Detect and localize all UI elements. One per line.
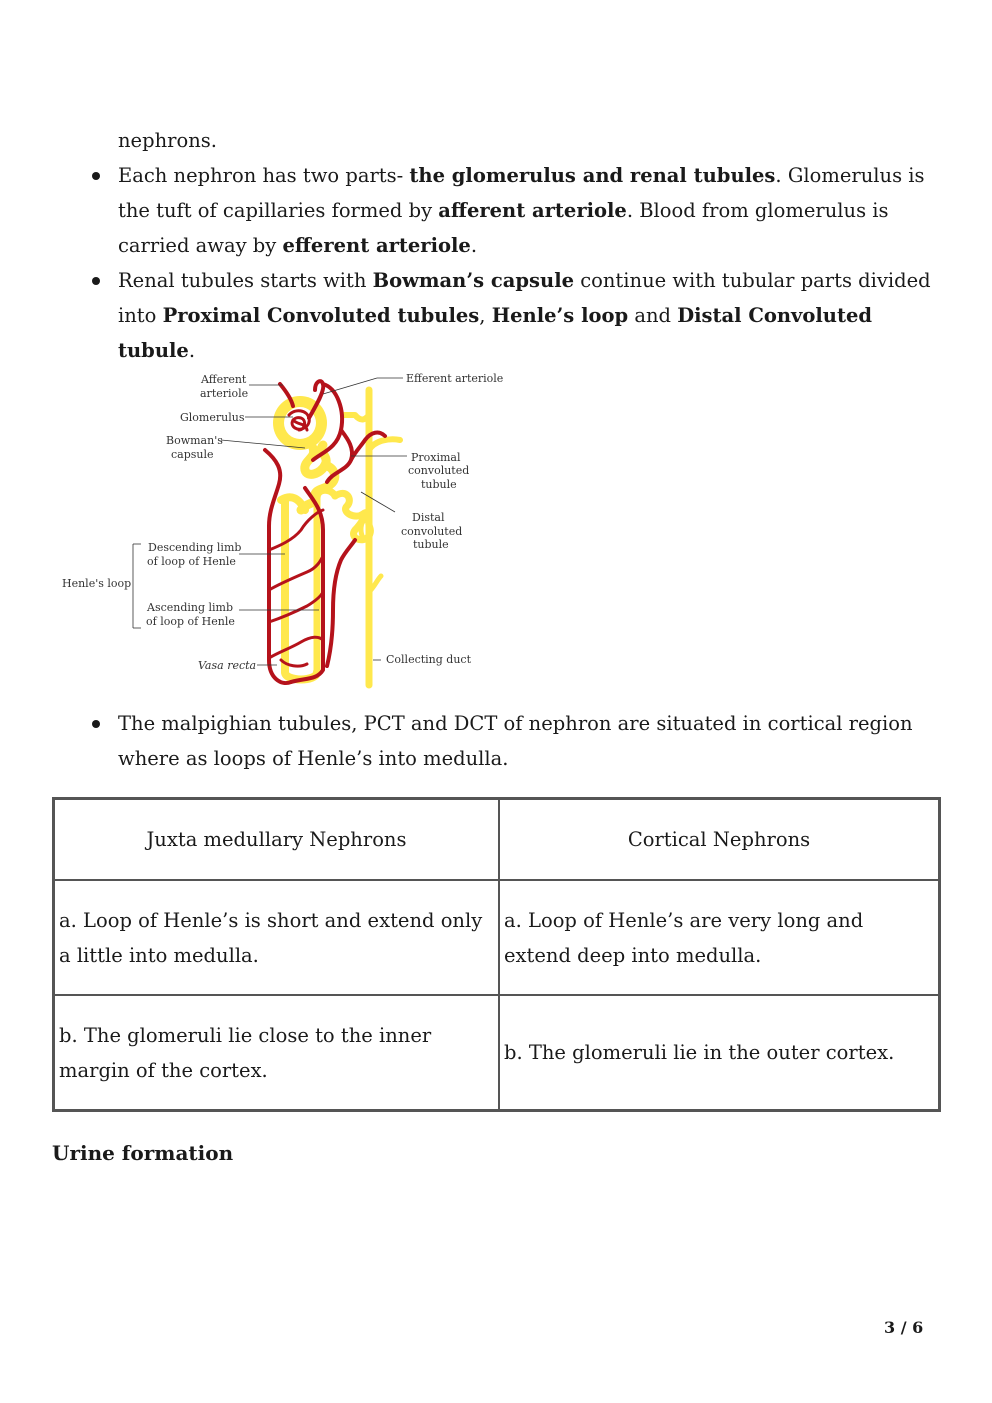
label-pct-2: convoluted xyxy=(408,464,470,477)
table-header-row xyxy=(54,799,940,881)
bullet-item-nephron-parts xyxy=(88,158,948,263)
bullet-item-malpighian: The malpighian tubules, PCT and DCT of nephron are situated in cortical region where as loops of Henle’s into medulla. xyxy=(88,706,948,776)
bold-term: afferent arteriole xyxy=(438,199,627,222)
label-bowman-2: capsule xyxy=(171,448,214,461)
table-header-cortical: Cortical Nephrons xyxy=(499,799,940,881)
nephron-diagram xyxy=(55,360,525,695)
text-run: . xyxy=(470,234,478,257)
label-ascending-1: Ascending limb xyxy=(147,601,234,614)
label-pct-3: tubule xyxy=(421,478,457,491)
text-run: and xyxy=(628,304,678,327)
label-pct-1: Proximal xyxy=(411,451,461,464)
table-header-juxta: Juxta medullary Nephrons xyxy=(54,799,499,881)
text-run: Renal tubules starts with xyxy=(118,269,373,292)
text-run: . Glomerulus is the tuft of capillaries formed by xyxy=(118,164,925,222)
page-number: 3 / 6 xyxy=(884,1318,924,1337)
bold-term: efferent arteriole xyxy=(282,234,471,257)
label-ascending-2: of loop of Henle xyxy=(146,615,235,628)
bullet-list xyxy=(88,158,948,368)
label-dct-3: tubule xyxy=(413,538,449,551)
label-descending-2: of loop of Henle xyxy=(147,555,236,568)
table-cell: b. The glomeruli lie close to the inner margin of the cortex. xyxy=(54,995,499,1111)
label-dct-1: Distal xyxy=(412,511,445,524)
nephron-comparison-table xyxy=(52,797,941,1112)
label-descending-1: Descending limb xyxy=(148,541,242,554)
table-row xyxy=(54,995,940,1111)
continuation-text: nephrons. xyxy=(118,129,217,152)
label-glomerulus: Glomerulus xyxy=(180,411,245,424)
text-run: . xyxy=(188,339,196,362)
bullet-item-renal-tubules xyxy=(88,263,948,368)
bold-term: Henle’s loop xyxy=(491,304,629,327)
label-afferent-1: Afferent xyxy=(201,373,247,386)
label-afferent-2: arteriole xyxy=(200,387,249,400)
bold-term: the glomerulus and renal tubules xyxy=(409,164,776,187)
text-run: , xyxy=(479,304,492,327)
section-heading: Urine formation xyxy=(52,1141,234,1165)
label-efferent: Efferent arteriole xyxy=(406,372,504,385)
text-run: Each nephron has two parts- xyxy=(118,164,410,187)
table-row xyxy=(54,880,940,995)
text-run: . Blood from glomerulus is carried away by xyxy=(118,199,889,257)
bold-term: Distal Convoluted tubule xyxy=(118,304,873,362)
bold-term: Bowman’s capsule xyxy=(372,269,575,292)
table-cell: b. The glomeruli lie in the outer cortex. xyxy=(499,995,940,1111)
label-collecting-duct: Collecting duct xyxy=(386,653,472,666)
renal-tubule xyxy=(281,415,370,680)
label-bowman-1: Bowman's xyxy=(166,434,223,447)
text-run: continue with tubular parts divided into xyxy=(118,269,931,327)
table-cell: a. Loop of Henle’s is short and extend only a little into medulla. xyxy=(54,880,499,995)
table-cell: a. Loop of Henle’s are very long and extend deep into medulla. xyxy=(499,880,940,995)
label-dct-2: convoluted xyxy=(401,525,463,538)
label-vasa-recta: Vasa recta xyxy=(198,659,257,672)
label-henle: Henle's loop xyxy=(62,577,132,590)
bullet-list-2 xyxy=(88,706,948,776)
bold-term: Proximal Convoluted tubules xyxy=(162,304,480,327)
